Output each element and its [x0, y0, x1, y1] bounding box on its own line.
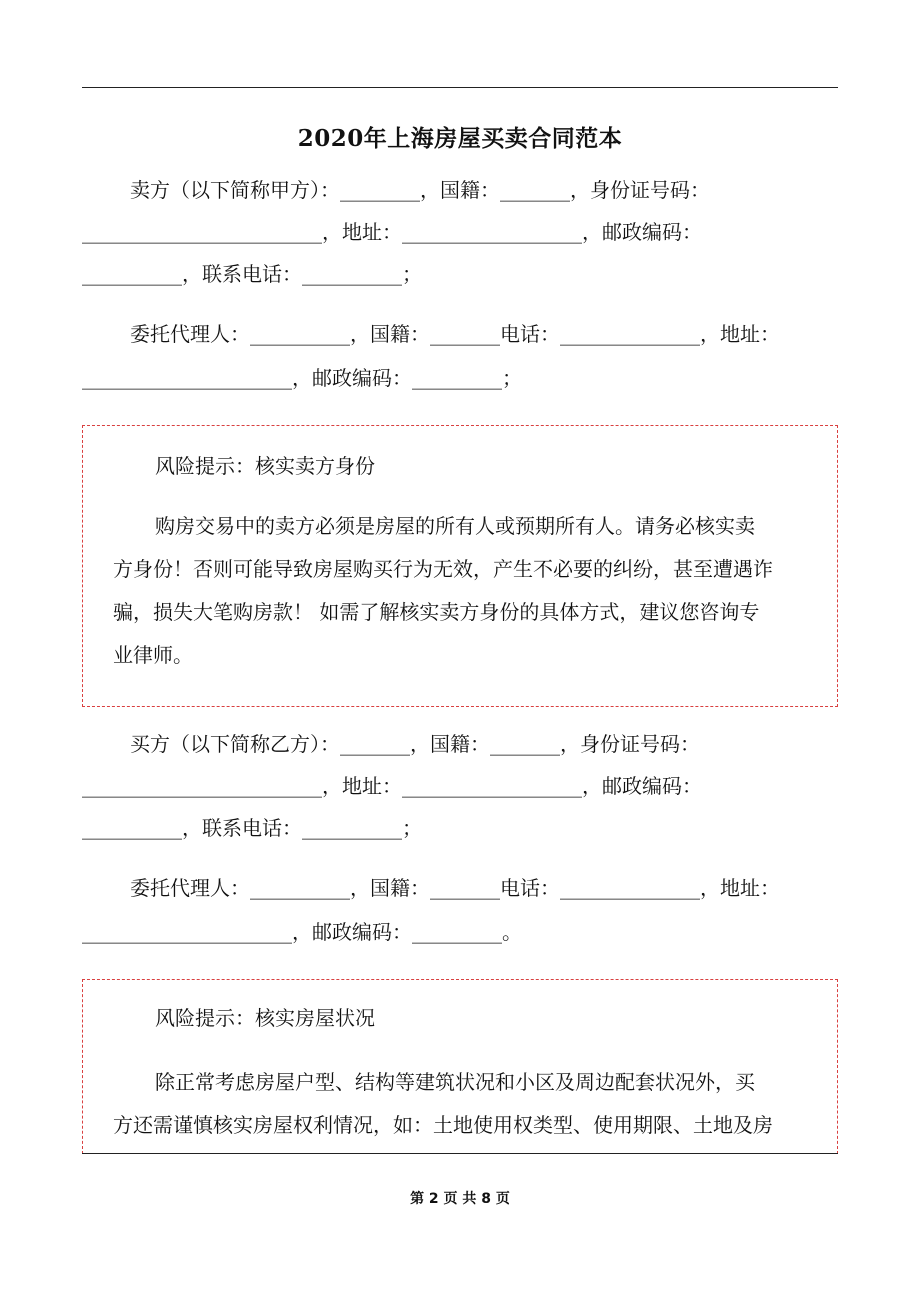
risk-text-line: 骗，损失大笔购房款！ 如需了解核实卖方身份的具体方式，建议您咨询专	[113, 600, 760, 624]
document-title: 2020年上海房屋买卖合同范本	[297, 125, 623, 152]
header-rule	[82, 87, 838, 88]
risk-box-seller-identity	[82, 425, 838, 707]
seller-agent-line-2: _____________________，邮政编码：_________；	[82, 366, 522, 390]
buyer-line-3: __________，联系电话：__________；	[82, 816, 422, 840]
risk-text-line: 方还需谨慎核实房屋权利情况，如：土地使用权类型、使用期限、土地及房	[113, 1113, 773, 1137]
buyer-agent-line-1: 委托代理人：__________，国籍：_______电话：______________，地址：	[130, 876, 780, 900]
buyer-agent-line-2: _____________________，邮政编码：_________。	[82, 920, 522, 944]
risk-text-line: 业律师。	[113, 643, 193, 667]
buyer-line-1: 买方（以下简称乙方）：_______，国籍：_______，身份证号码：	[130, 732, 700, 756]
footer-rule	[82, 1153, 838, 1154]
risk-text-line: 购房交易中的卖方必须是房屋的所有人或预期所有人。请务必核实卖	[155, 514, 755, 538]
risk-text-line: 方身份！否则可能导致房屋购买行为无效，产生不必要的纠纷，甚至遭遇诈	[113, 557, 773, 581]
seller-line-3: __________，联系电话：__________；	[82, 262, 422, 286]
seller-line-2: ________________________，地址：__________________，邮政编码：	[82, 220, 702, 244]
page-number: 第 2 页 共 8 页	[410, 1191, 510, 1207]
seller-agent-line-1: 委托代理人：__________，国籍：_______电话：______________，地址：	[130, 322, 780, 346]
risk-box-property-status	[82, 979, 838, 1154]
seller-line-1: 卖方（以下简称甲方）：________，国籍：_______，身份证号码：	[130, 178, 710, 202]
risk-heading: 风险提示：核实房屋状况	[155, 1006, 375, 1030]
risk-heading: 风险提示：核实卖方身份	[155, 454, 375, 478]
buyer-line-2: ________________________，地址：__________________，邮政编码：	[82, 774, 702, 798]
risk-text-line: 除正常考虑房屋户型、结构等建筑状况和小区及周边配套状况外，买	[155, 1070, 755, 1094]
